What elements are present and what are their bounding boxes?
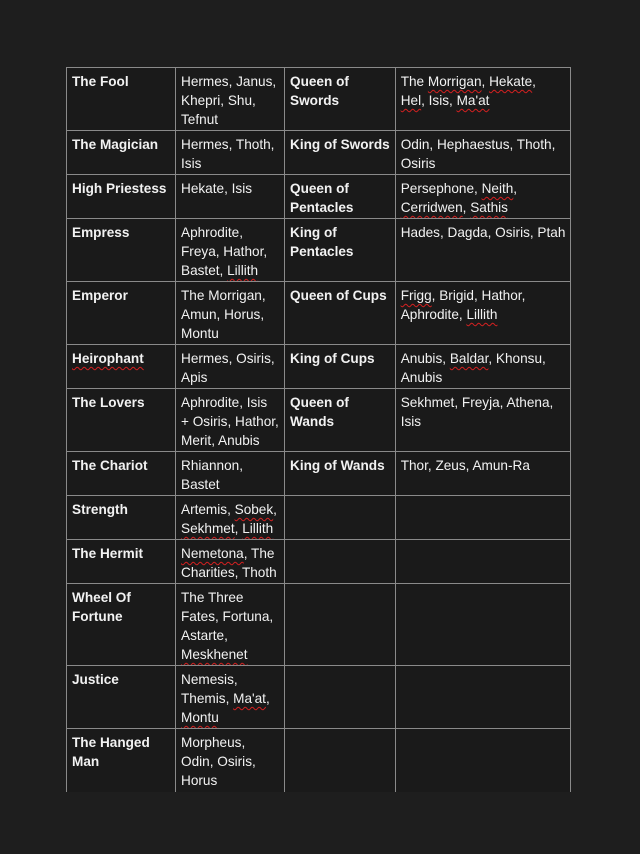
table-row bbox=[67, 345, 571, 389]
cell-line bbox=[401, 393, 566, 412]
cell-text: Hekate, Isis bbox=[181, 181, 253, 196]
court-deities-cell bbox=[395, 345, 571, 389]
cell-text: Odin, Osiris, bbox=[181, 754, 256, 769]
cell-line bbox=[181, 544, 279, 563]
card-name-cell bbox=[67, 219, 176, 282]
cell-line bbox=[290, 456, 390, 475]
cell-text: Aphrodite, bbox=[181, 225, 243, 240]
deities-cell bbox=[176, 389, 285, 452]
spellcheck-flagged-word: Meskhenet bbox=[181, 647, 248, 662]
spellcheck-flagged-word: Cerridwen bbox=[400, 200, 463, 215]
cell-line bbox=[181, 588, 279, 607]
deities-cell bbox=[176, 68, 285, 131]
cell-line bbox=[72, 393, 170, 412]
cell-text: , The bbox=[243, 546, 275, 561]
cell-text: Pentacles bbox=[290, 244, 354, 259]
cell-line bbox=[72, 135, 170, 154]
deities-cell bbox=[176, 175, 285, 219]
card-name-cell bbox=[67, 175, 176, 219]
cell-text: King of Wands bbox=[290, 458, 385, 473]
spellcheck-flagged-word: Ma'at bbox=[456, 93, 490, 108]
court-card-cell bbox=[285, 282, 396, 345]
court-deities-cell bbox=[395, 68, 571, 131]
cell-text: , bbox=[481, 74, 490, 89]
cell-text: Strength bbox=[72, 502, 128, 517]
cell-line bbox=[181, 563, 279, 582]
cell-line bbox=[181, 324, 279, 343]
cell-text: Anubis bbox=[400, 370, 443, 385]
table-row bbox=[67, 219, 571, 282]
cell-line bbox=[401, 305, 566, 324]
cell-line bbox=[290, 242, 390, 261]
cell-line bbox=[401, 349, 566, 368]
court-deities-cell bbox=[395, 452, 571, 496]
cell-line bbox=[401, 154, 566, 173]
cell-text: Rhiannon, bbox=[181, 458, 243, 473]
cell-text: Odin, Hephaestus, Thoth, bbox=[400, 137, 556, 152]
spellcheck-flagged-word: Sobek bbox=[234, 502, 274, 517]
cell-line bbox=[72, 286, 170, 305]
cell-text: Hermes, Janus, bbox=[181, 74, 277, 89]
court-card-cell bbox=[285, 345, 396, 389]
cell-line bbox=[72, 607, 170, 626]
court-deities-cell bbox=[395, 540, 571, 584]
cell-line bbox=[290, 412, 390, 431]
card-name-cell bbox=[67, 496, 176, 540]
spellcheck-flagged-word: Heirophant bbox=[72, 351, 144, 366]
cell-line bbox=[401, 223, 566, 242]
court-card-cell bbox=[285, 175, 396, 219]
cell-text: Aphrodite, bbox=[400, 307, 467, 322]
spellcheck-flagged-word: Ma'at bbox=[233, 691, 266, 706]
court-card-cell bbox=[285, 389, 396, 452]
card-name-cell bbox=[67, 282, 176, 345]
cell-line bbox=[181, 110, 279, 129]
card-name-cell bbox=[67, 68, 176, 131]
cell-text: Themis, bbox=[181, 691, 234, 706]
cell-text: Isis bbox=[400, 414, 422, 429]
table-row bbox=[67, 175, 571, 219]
cell-line bbox=[72, 349, 170, 368]
card-name-cell bbox=[67, 389, 176, 452]
cell-line bbox=[181, 393, 279, 412]
court-deities-cell bbox=[395, 219, 571, 282]
cell-text: Bastet bbox=[181, 477, 220, 492]
cell-line bbox=[181, 771, 279, 790]
cell-line bbox=[181, 670, 279, 689]
court-deities-cell bbox=[395, 584, 571, 666]
card-name-cell bbox=[67, 131, 176, 175]
cell-text: Swords bbox=[290, 93, 340, 108]
court-deities-cell bbox=[395, 666, 571, 729]
court-deities-cell bbox=[395, 496, 571, 540]
cell-line bbox=[290, 135, 390, 154]
cell-text: Charities, Thoth bbox=[181, 565, 277, 580]
cell-text: The Magician bbox=[72, 137, 159, 152]
cell-line bbox=[181, 645, 279, 664]
cell-text: Sekhmet, Freyja, Athena, bbox=[400, 395, 554, 410]
deities-cell bbox=[176, 584, 285, 666]
table-row bbox=[67, 282, 571, 345]
cell-text: Astarte, bbox=[181, 628, 228, 643]
cell-text: Hades, Dagda, Osiris, Ptah bbox=[400, 225, 566, 240]
cell-line bbox=[290, 286, 390, 305]
cell-text: , bbox=[234, 521, 243, 536]
cell-line bbox=[181, 242, 279, 261]
cell-text: Tefnut bbox=[181, 112, 219, 127]
spellcheck-flagged-word: Nemetona bbox=[181, 546, 244, 561]
cell-line bbox=[290, 72, 390, 91]
spellcheck-flagged-word: Hekate bbox=[489, 74, 533, 89]
cell-line bbox=[181, 689, 279, 708]
cell-text: , bbox=[462, 200, 471, 215]
cell-line bbox=[181, 752, 279, 771]
cell-line bbox=[181, 626, 279, 645]
cell-text: Apis bbox=[181, 370, 208, 385]
spellcheck-flagged-word: Sathis bbox=[470, 200, 508, 215]
deities-cell bbox=[176, 729, 285, 792]
cell-text: Empress bbox=[72, 225, 130, 240]
court-card-cell bbox=[285, 540, 396, 584]
cell-line bbox=[72, 179, 170, 198]
cell-line bbox=[401, 368, 566, 387]
card-name-cell bbox=[67, 540, 176, 584]
cell-line bbox=[72, 544, 170, 563]
cell-line bbox=[181, 261, 279, 280]
cell-line bbox=[401, 91, 566, 110]
cell-text: Morpheus, bbox=[181, 735, 246, 750]
cell-line bbox=[401, 456, 566, 475]
court-deities-cell bbox=[395, 729, 571, 792]
cell-text: Queen of bbox=[290, 74, 349, 89]
cell-text: , bbox=[513, 181, 518, 196]
cell-line bbox=[181, 456, 279, 475]
cell-text: The bbox=[400, 74, 428, 89]
cell-text: Queen of bbox=[290, 395, 349, 410]
cell-text: Hermes, Thoth, bbox=[181, 137, 275, 152]
spellcheck-flagged-word: Baldar bbox=[449, 351, 489, 366]
cell-line bbox=[72, 223, 170, 242]
cell-text: Montu bbox=[181, 326, 219, 341]
cell-line bbox=[181, 349, 279, 368]
cell-text: The Three bbox=[181, 590, 244, 605]
cell-line bbox=[401, 286, 566, 305]
cell-line bbox=[181, 286, 279, 305]
cell-text: Horus bbox=[181, 773, 218, 788]
card-name-cell bbox=[67, 666, 176, 729]
cell-text: Artemis, bbox=[181, 502, 235, 517]
card-name-cell bbox=[67, 452, 176, 496]
cell-text: Isis bbox=[181, 156, 202, 171]
table-row bbox=[67, 452, 571, 496]
cell-line bbox=[401, 198, 566, 217]
spellcheck-flagged-word: Sekhmet bbox=[181, 521, 235, 536]
cell-line bbox=[181, 223, 279, 242]
cell-line bbox=[72, 72, 170, 91]
court-card-cell bbox=[285, 584, 396, 666]
court-deities-cell bbox=[395, 389, 571, 452]
table-row bbox=[67, 68, 571, 131]
court-card-cell bbox=[285, 68, 396, 131]
cell-line bbox=[181, 72, 279, 91]
cell-text: Amun, Horus, bbox=[181, 307, 265, 322]
spellcheck-flagged-word: Lillith bbox=[466, 307, 498, 322]
cell-text: High Priestess bbox=[72, 181, 167, 196]
deities-cell bbox=[176, 540, 285, 584]
deities-cell bbox=[176, 496, 285, 540]
cell-text: Persephone, bbox=[400, 181, 482, 196]
cell-line bbox=[290, 349, 390, 368]
cell-line bbox=[181, 519, 279, 538]
cell-text: Pentacles bbox=[290, 200, 354, 215]
cell-text: , bbox=[532, 74, 536, 89]
cell-line bbox=[401, 179, 566, 198]
cell-text: King of Swords bbox=[290, 137, 390, 152]
cell-text: Wands bbox=[290, 414, 335, 429]
cell-text: , Isis, bbox=[421, 93, 457, 108]
spellcheck-flagged-word: Frigg bbox=[400, 288, 432, 303]
cell-line bbox=[72, 670, 170, 689]
cell-line bbox=[72, 588, 170, 607]
deities-cell bbox=[176, 282, 285, 345]
cell-text: Man bbox=[72, 754, 100, 769]
court-deities-cell bbox=[395, 175, 571, 219]
cell-text: Queen of Cups bbox=[290, 288, 387, 303]
spellcheck-flagged-word: Lillith bbox=[242, 521, 274, 536]
cell-line bbox=[181, 431, 279, 450]
cell-text: Fates, Fortuna, bbox=[181, 609, 274, 624]
deities-cell bbox=[176, 345, 285, 389]
cell-line bbox=[181, 412, 279, 431]
court-card-cell bbox=[285, 666, 396, 729]
cell-text: Osiris bbox=[400, 156, 436, 171]
cell-text: The Morrigan, bbox=[181, 288, 266, 303]
cell-text: + Osiris, Hathor, bbox=[181, 414, 279, 429]
cell-line bbox=[401, 135, 566, 154]
cell-line bbox=[181, 708, 279, 727]
cell-text: The Hermit bbox=[72, 546, 144, 561]
court-card-cell bbox=[285, 729, 396, 792]
cell-line bbox=[181, 91, 279, 110]
cell-text: Queen of bbox=[290, 181, 349, 196]
cell-line bbox=[290, 198, 390, 217]
table-row bbox=[67, 496, 571, 540]
spellcheck-flagged-word: Neith bbox=[481, 181, 514, 196]
table-row bbox=[67, 666, 571, 729]
cell-text: Justice bbox=[72, 672, 119, 687]
table-row bbox=[67, 131, 571, 175]
cell-line bbox=[181, 368, 279, 387]
cell-line bbox=[401, 72, 566, 91]
court-card-cell bbox=[285, 452, 396, 496]
card-name-cell bbox=[67, 729, 176, 792]
spellcheck-flagged-word: Lillith bbox=[227, 263, 259, 278]
cell-text: Aphrodite, Isis bbox=[181, 395, 268, 410]
cell-text: Hermes, Osiris, bbox=[181, 351, 275, 366]
card-name-cell bbox=[67, 584, 176, 666]
table-row bbox=[67, 729, 571, 792]
cell-text: The Hanged bbox=[72, 735, 150, 750]
spellcheck-flagged-word: Hel bbox=[400, 93, 422, 108]
cell-line bbox=[181, 179, 279, 198]
cell-text: Khepri, Shu, bbox=[181, 93, 256, 108]
cell-line bbox=[181, 607, 279, 626]
cell-line bbox=[181, 475, 279, 494]
court-card-cell bbox=[285, 219, 396, 282]
cell-text: Bastet, bbox=[181, 263, 228, 278]
table-row bbox=[67, 540, 571, 584]
cell-text: Thor, Zeus, Amun-Ra bbox=[400, 458, 530, 473]
deities-cell bbox=[176, 452, 285, 496]
cell-text: , bbox=[273, 502, 277, 517]
court-card-cell bbox=[285, 496, 396, 540]
cell-line bbox=[72, 500, 170, 519]
cell-line bbox=[290, 393, 390, 412]
cell-text: King of bbox=[290, 225, 337, 240]
court-card-cell bbox=[285, 131, 396, 175]
cell-text: Fortune bbox=[72, 609, 123, 624]
cell-text: The Chariot bbox=[72, 458, 148, 473]
cell-text: Nemesis, bbox=[181, 672, 238, 687]
cell-line bbox=[401, 412, 566, 431]
cell-text: Anubis, bbox=[400, 351, 450, 366]
cell-text: King of Cups bbox=[290, 351, 375, 366]
cell-text: , Khonsu, bbox=[488, 351, 546, 366]
cell-text: The Lovers bbox=[72, 395, 145, 410]
cell-text: Merit, Anubis bbox=[181, 433, 260, 448]
cell-line bbox=[181, 154, 279, 173]
cell-line bbox=[181, 305, 279, 324]
cell-line bbox=[290, 91, 390, 110]
deity-correspondence-table bbox=[66, 67, 571, 792]
cell-text: Wheel Of bbox=[72, 590, 131, 605]
court-deities-cell bbox=[395, 131, 571, 175]
spellcheck-flagged-word: Morrigan bbox=[427, 74, 482, 89]
deities-cell bbox=[176, 219, 285, 282]
spellcheck-flagged-word: Montu bbox=[181, 710, 219, 725]
cell-line bbox=[72, 752, 170, 771]
cell-line bbox=[290, 223, 390, 242]
cell-line bbox=[181, 733, 279, 752]
cell-line bbox=[181, 500, 279, 519]
deities-cell bbox=[176, 131, 285, 175]
card-name-cell bbox=[67, 345, 176, 389]
cell-text: , bbox=[265, 691, 270, 706]
court-deities-cell bbox=[395, 282, 571, 345]
cell-line bbox=[72, 456, 170, 475]
table-row bbox=[67, 389, 571, 452]
cell-text: , Brigid, Hathor, bbox=[431, 288, 526, 303]
cell-line bbox=[290, 179, 390, 198]
cell-text: The Fool bbox=[72, 74, 129, 89]
deities-cell bbox=[176, 666, 285, 729]
cell-text: Freya, Hathor, bbox=[181, 244, 268, 259]
table-row bbox=[67, 584, 571, 666]
cell-line bbox=[72, 733, 170, 752]
cell-line bbox=[181, 135, 279, 154]
cell-text: Emperor bbox=[72, 288, 128, 303]
